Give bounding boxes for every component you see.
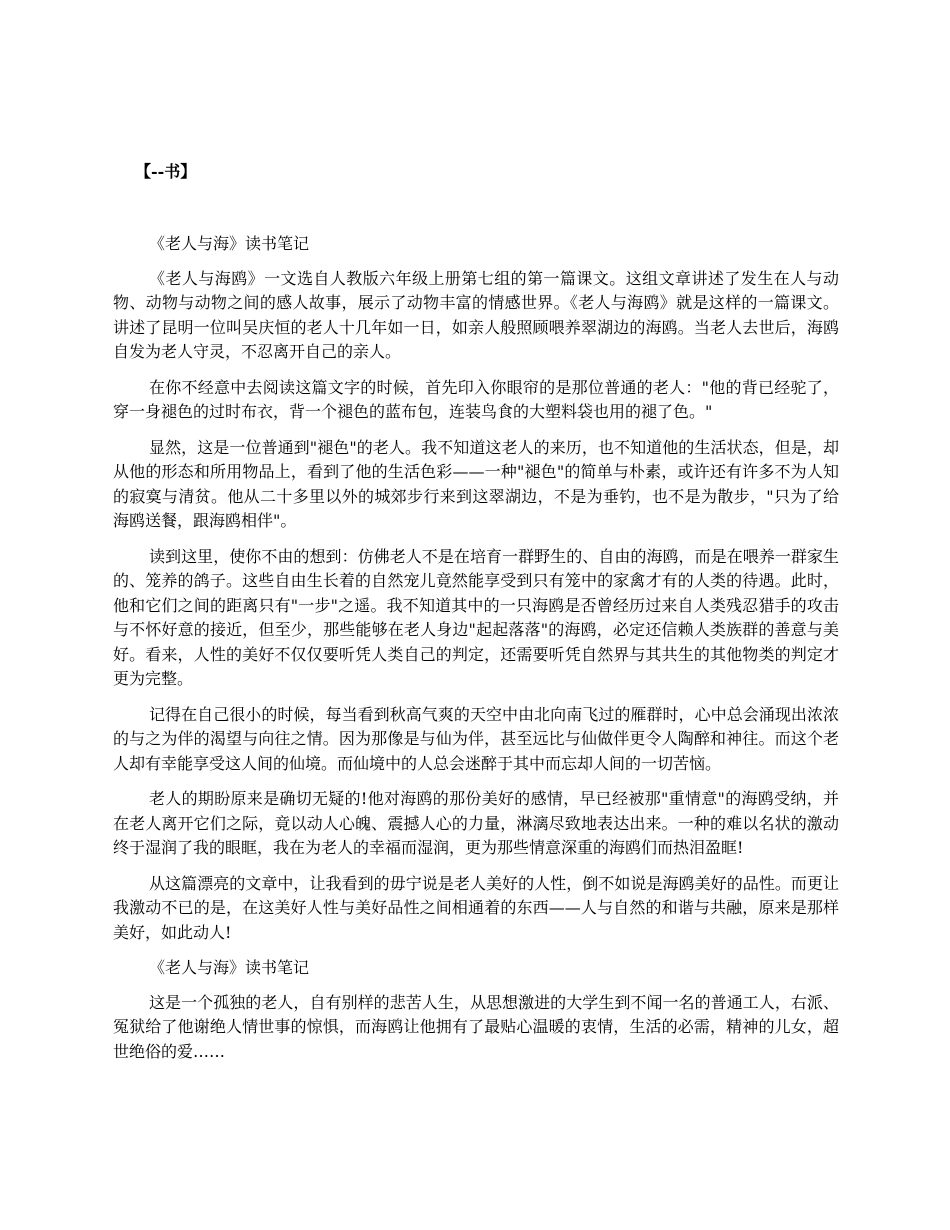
paragraph: 读到这里，使你不由的想到：仿佛老人不是在培育一群野生的、自由的海鸥，而是在喂养一群家生的、笼养的鸽子。这些自由生长着的自然宠儿竟然能享受到只有笼中的家禽才有的人类的待遇。此时，他和它们之间的距离只有"一步"之遥。我不知道其中的一只海鸥是否曾经历过来自人类残忍猎手的攻击与不怀好意的接近，但至少，那些能够在老人身边"起起落落"的海鸥，必定还信赖人类族群的善意与美好。看来，人性的美好不仅仅要听凭人类自己的判定，还需要听凭自然界与其共生的其他物类的判定才更为完整。	[113, 546, 839, 688]
section-label: 【--书】	[135, 162, 197, 181]
paragraph: 这是一个孤独的老人，自有别样的悲苦人生，从思想激进的大学生到不闻一名的普通工人，右派、冤狱给了他谢绝人情世事的惊惧，而海鸥让他拥有了最贴心温暖的衷情，生活的必需，精神的儿女，超世绝俗的爱……	[113, 992, 839, 1061]
paragraph: 《老人与海鸥》一文选自人教版六年级上册第七组的第一篇课文。这组文章讲述了发生在人与动物、动物与动物之间的感人故事，展示了动物丰富的情感世界。《老人与海鸥》就是这样的一篇课文。讲述了昆明一位叫吴庆恒的老人十几年如一日，如亲人般照顾喂养翠湖边的海鸥。当老人去世后，海鸥自发为老人守灵，不忍离开自己的亲人。	[113, 268, 839, 361]
article-heading: 《老人与海》读书笔记	[149, 234, 310, 253]
article-heading: 《老人与海》读书笔记	[149, 958, 310, 977]
document-body	[113, 232, 839, 1075]
paragraph: 在你不经意中去阅读这篇文字的时候，首先印入你眼帘的是那位普通的老人："他的背已经驼了，穿一身褪色的过时布衣，背一个褪色的蓝布包，连装鸟食的大塑料袋也用的褪了色。"	[113, 377, 839, 421]
paragraph: 记得在自己很小的时候，每当看到秋高气爽的天空中由北向南飞过的雁群时，心中总会涌现出浓浓的与之为伴的渴望与向往之情。因为那像是与仙为伴，甚至远比与仙做伴更令人陶醉和神往。而这个老人却有幸能享受这人间的仙境。而仙境中的人总会迷醉于其中而忘却人间的一切苦恼。	[113, 704, 839, 773]
paragraph: 从这篇漂亮的文章中，让我看到的毋宁说是老人美好的人性，倒不如说是海鸥美好的品性。而更让我激动不已的是，在这美好人性与美好品性之间相通着的东西——人与自然的和谐与共融，原来是那样美好，如此动人!	[113, 873, 839, 942]
paragraph: 显然，这是一位普通到"褪色"的老人。我不知道这老人的来历，也不知道他的生活状态，但是，却从他的形态和所用物品上，看到了他的生活色彩——一种"褪色"的简单与朴素，或许还有许多不为人知的寂寞与清贫。他从二十多里以外的城郊步行来到这翠湖边，不是为垂钓，也不是为散步，"只为了给海鸥送餐，跟海鸥相伴"。	[113, 437, 839, 530]
paragraph: 老人的期盼原来是确切无疑的!他对海鸥的那份美好的感情，早已经被那"重情意"的海鸥受纳，并在老人离开它们之际，竟以动人心魄、震撼人心的力量，淋漓尽致地表达出来。一种的难以名状的激动终于湿润了我的眼眶，我在为老人的幸福而湿润，更为那些情意深重的海鸥们而热泪盈眶!	[113, 789, 839, 857]
